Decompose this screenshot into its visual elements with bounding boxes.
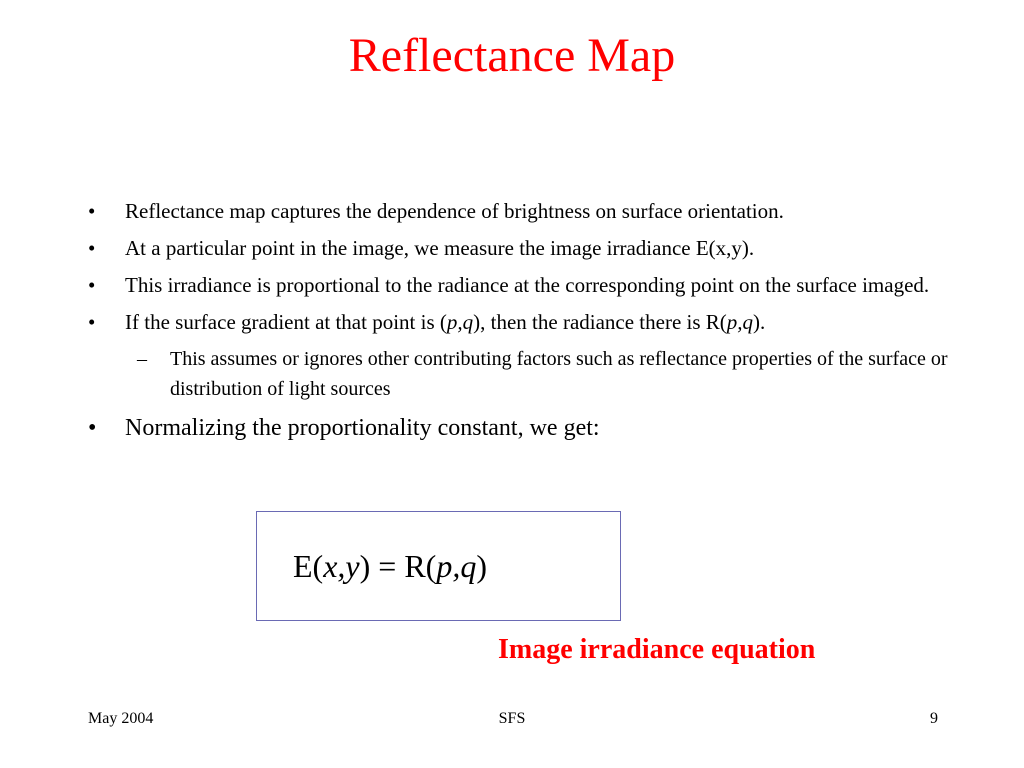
- equation-part: ) = R(: [359, 548, 437, 584]
- bullet-list: [88, 196, 948, 450]
- bullet-marker: •: [88, 236, 96, 260]
- bullet-text-italic: p,q: [726, 310, 754, 334]
- bullet-marker: •: [88, 199, 96, 223]
- equation-part: E(: [293, 548, 324, 584]
- equation-italic: x,y: [323, 548, 360, 584]
- bullet-text: Normalizing the proportionality constant, we get:: [125, 415, 600, 441]
- bullet-item: [88, 412, 948, 444]
- bullet-text: At a particular point in the image, we measure the image irradiance E(x,y).: [125, 236, 755, 260]
- equation: [293, 546, 487, 586]
- bullet-item: [88, 196, 948, 227]
- bullet-text-part: If the surface gradient at that point is (: [125, 310, 447, 334]
- dash-marker: –: [137, 348, 147, 370]
- sub-bullet-item: [125, 344, 948, 404]
- equation-italic: p,q: [436, 548, 477, 584]
- equation-box: [256, 511, 621, 621]
- bullet-marker: •: [88, 415, 97, 441]
- footer-date: May 2004: [88, 710, 154, 727]
- bullet-item: [88, 307, 948, 338]
- bullet-marker: •: [88, 310, 96, 334]
- footer-topic: SFS: [498, 710, 526, 727]
- bullet-text-part: ).: [753, 310, 766, 334]
- slide-title: Reflectance Map: [348, 29, 676, 82]
- bullet-text-part: ), then the radiance there is R(: [473, 310, 727, 334]
- footer-page-number: 9: [930, 710, 938, 727]
- equation-caption: Image irradiance equation: [498, 634, 816, 665]
- bullet-item: [88, 233, 948, 264]
- bullet-item: [88, 270, 948, 301]
- equation-part: ): [476, 548, 487, 584]
- bullet-text: Reflectance map captures the dependence of brightness on surface orientation.: [125, 199, 784, 223]
- sub-bullet-text: This assumes or ignores other contributing factors such as reflectance properties of the surface or distribution of light sources: [170, 348, 948, 400]
- bullet-text-italic: p,q: [446, 310, 474, 334]
- bullet-text: This irradiance is proportional to the radiance at the corresponding point on the surface imaged.: [125, 273, 930, 297]
- bullet-marker: •: [88, 273, 96, 297]
